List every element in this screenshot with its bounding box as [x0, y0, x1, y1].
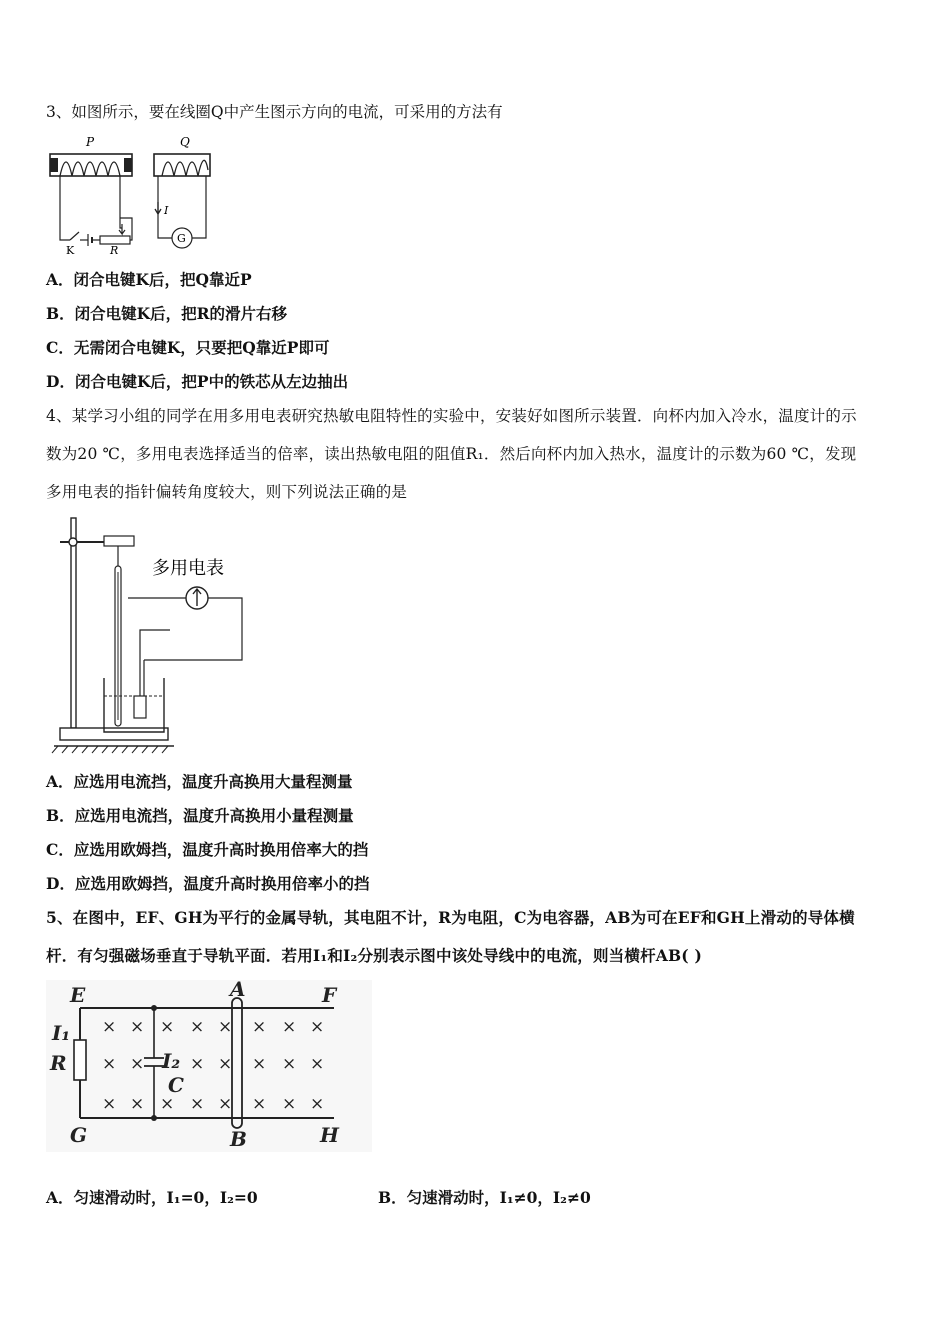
q5-field-cross: ×: [310, 1054, 325, 1074]
q5-field-cross: ×: [218, 1017, 233, 1037]
q5-field-cross: ×: [102, 1094, 117, 1114]
q5-field-cross: ×: [160, 1017, 175, 1037]
q5-label-c: C: [168, 1073, 184, 1097]
q5-label-f: F: [322, 983, 337, 1007]
q3-label-r: R: [110, 244, 119, 257]
q5-field-cross: ×: [282, 1094, 297, 1114]
q5-field-cross: ×: [310, 1017, 325, 1037]
q5-option-a: A．匀速滑动时，I₁=0，I₂=0: [46, 1188, 258, 1207]
q5-label-e: E: [70, 983, 86, 1007]
q5-field-cross: ×: [130, 1017, 145, 1037]
q5-field-cross: ×: [190, 1054, 205, 1074]
q5-field-cross: ×: [102, 1054, 117, 1074]
q5-field-cross: ×: [252, 1094, 267, 1114]
q3-label-q: Q: [180, 135, 190, 149]
q3-current-arrow: [155, 202, 161, 214]
q4-stem-line-1: 4、某学习小组的同学在用多用电表研究热敏电阻特性的实验中，安装好如图所示装置．向杯内加入冷水，温度计的示: [46, 407, 857, 425]
q5-figure: [46, 977, 376, 1152]
q3-option-b: B．闭合电键K后，把R的滑片右移: [46, 304, 287, 323]
q5-field-cross: ×: [282, 1054, 297, 1074]
q5-field-cross: ×: [102, 1017, 117, 1037]
q5-field-cross: ×: [282, 1017, 297, 1037]
q5-field-cross: ×: [252, 1017, 267, 1037]
q4-option-b: B．应选用电流挡，温度升高换用小量程测量: [46, 806, 354, 825]
q4-option-c: C．应选用欧姆挡，温度升高时换用倍率大的挡: [46, 840, 369, 859]
q4-option-d: D．应选用欧姆挡，温度升高时换用倍率小的挡: [46, 874, 370, 893]
q5-label-a: A: [230, 977, 246, 1001]
q4-figure: [46, 510, 256, 755]
q3-option-a: A．闭合电键K后，把Q靠近P: [46, 270, 252, 289]
q5-field-cross: ×: [130, 1054, 145, 1074]
q5-label-i2: I₂: [162, 1049, 181, 1073]
q3-option-c: C．无需闭合电键K，只要把Q靠近P即可: [46, 338, 330, 357]
q5-label-g: G: [70, 1123, 88, 1147]
q5-stem-line-2: 杆．有匀强磁场垂直于导轨平面．若用I₁和I₂分别表示图中该处导线中的电流，则当横杆AB( ): [46, 946, 702, 965]
q3-option-d: D．闭合电键K后，把P中的铁芯从左边抽出: [46, 372, 349, 391]
q5-field-cross: ×: [130, 1094, 145, 1114]
q3-label-k: K: [66, 244, 75, 257]
q4-stem-line-2: 数为20 ℃，多用电表选择适当的倍率，读出热敏电阻的阻值R₁．然后向杯内加入热水，温度计的示数为60 ℃，发现: [46, 445, 857, 463]
q5-label-b: B: [230, 1127, 247, 1151]
q4-stem-line-3: 多用电表的指针偏转角度较大，则下列说法正确的是: [46, 483, 408, 501]
q5-field-cross: ×: [190, 1017, 205, 1037]
q5-field-cross: ×: [190, 1094, 205, 1114]
q5-field-cross: ×: [160, 1094, 175, 1114]
q5-label-r: R: [50, 1051, 67, 1075]
q5-field-cross: ×: [218, 1094, 233, 1114]
q5-field-cross: ×: [310, 1094, 325, 1114]
q3-label-g: G: [177, 232, 186, 245]
q3-label-i: I: [164, 204, 169, 217]
q5-label-i1: I₁: [52, 1021, 71, 1045]
q3-figure: [46, 130, 226, 255]
q5-field-cross: ×: [218, 1054, 233, 1074]
q5-resistor: [74, 1040, 86, 1080]
q3-stem: 3、如图所示，要在线圈Q中产生图示方向的电流，可采用的方法有: [46, 103, 503, 121]
q5-label-h: H: [320, 1123, 339, 1147]
q5-stem-line-1: 5、在图中，EF、GH为平行的金属导轨，其电阻不计，R为电阻，C为电容器，AB为可在EF和GH上滑动的导体横: [46, 908, 855, 927]
q3-label-p: P: [86, 135, 95, 149]
q4-option-a: A．应选用电流挡，温度升高换用大量程测量: [46, 772, 353, 791]
q4-multimeter-label: 多用电表: [152, 558, 224, 579]
q5-field-cross: ×: [252, 1054, 267, 1074]
q5-option-b: B．匀速滑动时，I₁≠0，I₂≠0: [378, 1188, 591, 1207]
